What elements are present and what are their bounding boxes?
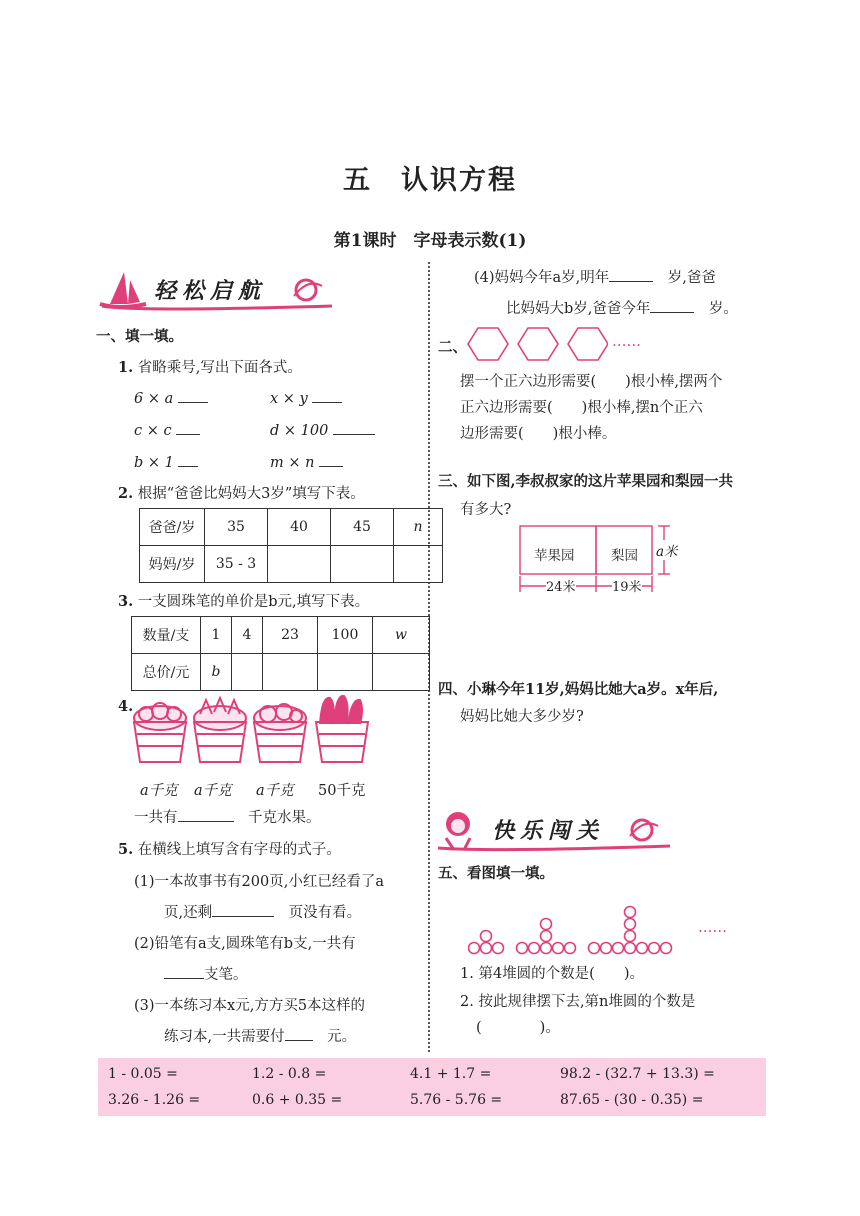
- hexagon-icon: [518, 328, 558, 360]
- calc-item: 4.1 + 1.7 =: [410, 1066, 492, 1082]
- calc-item: 98.2 - (32.7 + 13.3) =: [560, 1066, 715, 1082]
- table-cell[interactable]: [331, 546, 394, 583]
- table-cell: 35: [205, 509, 268, 546]
- table-row: [132, 654, 430, 691]
- circle-mark: [601, 943, 612, 954]
- calc-item: 1 - 0.05 =: [108, 1066, 178, 1082]
- hexagons-ellipsis: ……: [612, 334, 641, 350]
- circle-mark: [493, 943, 504, 954]
- circle-mark: [541, 943, 552, 954]
- table-cell: 100: [318, 617, 373, 654]
- table-cell: 数量/支: [132, 617, 201, 654]
- q3-table: [131, 616, 430, 691]
- basket-label: 50千克: [318, 783, 366, 799]
- calc-item: 5.76 - 5.76 =: [410, 1092, 503, 1108]
- section-1-heading: 一、填一填。: [96, 328, 183, 345]
- table-cell: 35 - 3: [205, 546, 268, 583]
- calc-item: 87.65 - (30 - 0.35) =: [560, 1092, 704, 1108]
- circle-mark: [589, 943, 600, 954]
- hexagons-illustration: [458, 324, 608, 366]
- table-cell: 40: [268, 509, 331, 546]
- banner-left-text: 轻松启航: [154, 278, 267, 304]
- section-2-line2: 正六边形需要( )根小棒,摆n个正六: [460, 400, 703, 416]
- basket-icon: [254, 704, 306, 762]
- q3: [118, 590, 369, 611]
- section-3-heading: 三、如下图,李叔叔家的这片苹果园和梨园一共: [438, 473, 734, 490]
- circle-mark: [529, 943, 540, 954]
- q1-text: 省略乘号,写出下面各式。: [137, 360, 302, 376]
- hexagon-icon: [468, 328, 508, 360]
- table-cell: b: [201, 654, 232, 691]
- table-row: [140, 546, 443, 583]
- q5-text: 在横线上填写含有字母的式子。: [137, 842, 341, 858]
- banner-right-text: 快乐闯关: [492, 818, 605, 844]
- circle-mark: [541, 919, 552, 930]
- section-5-q2-line2: ( )。: [476, 1020, 560, 1036]
- banner-right: [434, 806, 674, 854]
- q5-part3-line2: 练习本,一共需要付 元。: [164, 1025, 356, 1046]
- table-cell: 4: [232, 617, 263, 654]
- circle-mark: [565, 943, 576, 954]
- circle-mark: [613, 943, 624, 954]
- q5-part4-line2: 比妈妈大b岁,爸爸今年 岁。: [506, 297, 738, 318]
- calc-item: 3.26 - 1.26 =: [108, 1092, 201, 1108]
- circle-mark: [481, 931, 492, 942]
- basket-icon: [316, 696, 368, 762]
- basket-label: a千克: [256, 783, 294, 799]
- basket-label: a千克: [194, 783, 232, 799]
- table-cell: 爸爸/岁: [140, 509, 205, 546]
- hexagon-icon: [568, 328, 608, 360]
- apple-orchard-label: 苹果园: [534, 548, 575, 564]
- table-cell[interactable]: [232, 654, 263, 691]
- section-2-line3: 边形需要( )根小棒。: [460, 426, 617, 442]
- table-cell: 总价/元: [132, 654, 201, 691]
- q5-part2-line1: (2)铅笔有a支,圆珠笔有b支,一共有: [134, 936, 356, 952]
- circle-mark: [637, 943, 648, 954]
- circle-mark: [469, 943, 480, 954]
- basket-icon: [194, 698, 246, 762]
- q2-number: 2.: [118, 485, 134, 502]
- height-label: a米: [656, 540, 678, 560]
- q5-part1-line2: 页,还剩 页没有看。: [164, 901, 361, 922]
- q3-text: 一支圆珠笔的单价是b元,填写下表。: [137, 594, 370, 610]
- section-5-heading: 五、看图填一填。: [438, 865, 554, 882]
- q5-part2-line2: 支笔。: [164, 963, 248, 984]
- circle-mark: [625, 919, 636, 930]
- table-cell[interactable]: [318, 654, 373, 691]
- table-cell[interactable]: [263, 654, 318, 691]
- q1-item: x × y: [270, 388, 342, 407]
- basket-icon: [134, 703, 186, 762]
- table-cell[interactable]: [394, 546, 443, 583]
- q1-item: b × 1: [134, 452, 198, 471]
- section-4-heading: 四、小琳今年11岁,妈妈比她大a岁。x年后,: [438, 681, 719, 698]
- calc-item: 1.2 - 0.8 =: [252, 1066, 327, 1082]
- q1-item: c × c: [134, 420, 200, 439]
- q5-number: 5.: [118, 841, 134, 858]
- table-cell: 1: [201, 617, 232, 654]
- q4-sentence: 一共有 千克水果。: [134, 806, 321, 827]
- circle-mark: [661, 943, 672, 954]
- width-label-apple: 24米: [546, 576, 576, 595]
- q2-text: 根据“爸爸比妈妈大3岁”填写下表。: [137, 486, 365, 502]
- fruit-baskets-illustration: [128, 694, 378, 772]
- section-3-line2: 有多大?: [460, 502, 512, 518]
- basket-label: a千克: [140, 783, 178, 799]
- page-subtitle: 第1课时 字母表示数(1): [333, 231, 527, 251]
- table-cell: w: [373, 617, 430, 654]
- section-2-heading: 二、: [438, 339, 467, 356]
- q1: [118, 356, 302, 377]
- q1-number: 1.: [118, 359, 134, 376]
- piles-ellipsis: ……: [698, 920, 727, 936]
- table-cell: n: [394, 509, 443, 546]
- circle-mark: [517, 943, 528, 954]
- page-title: 五 认识方程: [343, 165, 517, 196]
- q2: [118, 482, 365, 503]
- q5-part3-line1: (3)一本练习本x元,方方买5本这样的: [134, 998, 366, 1014]
- q2-table: [139, 508, 443, 583]
- circle-mark: [553, 943, 564, 954]
- table-cell: 45: [331, 509, 394, 546]
- circle-mark: [625, 907, 636, 918]
- pear-orchard-label: 梨园: [611, 548, 638, 564]
- circle-mark: [541, 931, 552, 942]
- table-cell: 23: [263, 617, 318, 654]
- q4-number: 4.: [118, 698, 134, 715]
- circle-mark: [481, 943, 492, 954]
- section-5-q1: 1. 第4堆圆的个数是( )。: [460, 966, 644, 982]
- q1-item: m × n: [270, 452, 343, 471]
- section-4-line2: 妈妈比她大多少岁?: [460, 709, 584, 725]
- q1-item: d × 100: [270, 420, 375, 439]
- calc-item: 0.6 + 0.35 =: [252, 1092, 343, 1108]
- section-2-line1: 摆一个正六边形需要( )根小棒,摆两个: [460, 374, 723, 390]
- table-row: [132, 617, 430, 654]
- circle-mark: [649, 943, 660, 954]
- q5-part4-line1: (4)妈妈今年a岁,明年 岁,爸爸: [474, 266, 716, 287]
- table-cell[interactable]: [373, 654, 430, 691]
- width-label-pear: 19米: [612, 576, 642, 595]
- circle-mark: [625, 931, 636, 942]
- table-row: [140, 509, 443, 546]
- q3-number: 3.: [118, 593, 134, 610]
- circle-mark: [625, 943, 636, 954]
- footer-calculation-strip: [98, 1058, 766, 1116]
- table-cell[interactable]: [268, 546, 331, 583]
- q1-item: 6 × a: [134, 388, 208, 407]
- table-cell: 妈妈/岁: [140, 546, 205, 583]
- banner-left: [96, 266, 336, 314]
- q5: [118, 838, 341, 859]
- q5-part1-line1: (1)一本故事书有200页,小红已经看了a: [134, 874, 384, 890]
- section-5-q2-line1: 2. 按此规律摆下去,第n堆圆的个数是: [460, 994, 696, 1010]
